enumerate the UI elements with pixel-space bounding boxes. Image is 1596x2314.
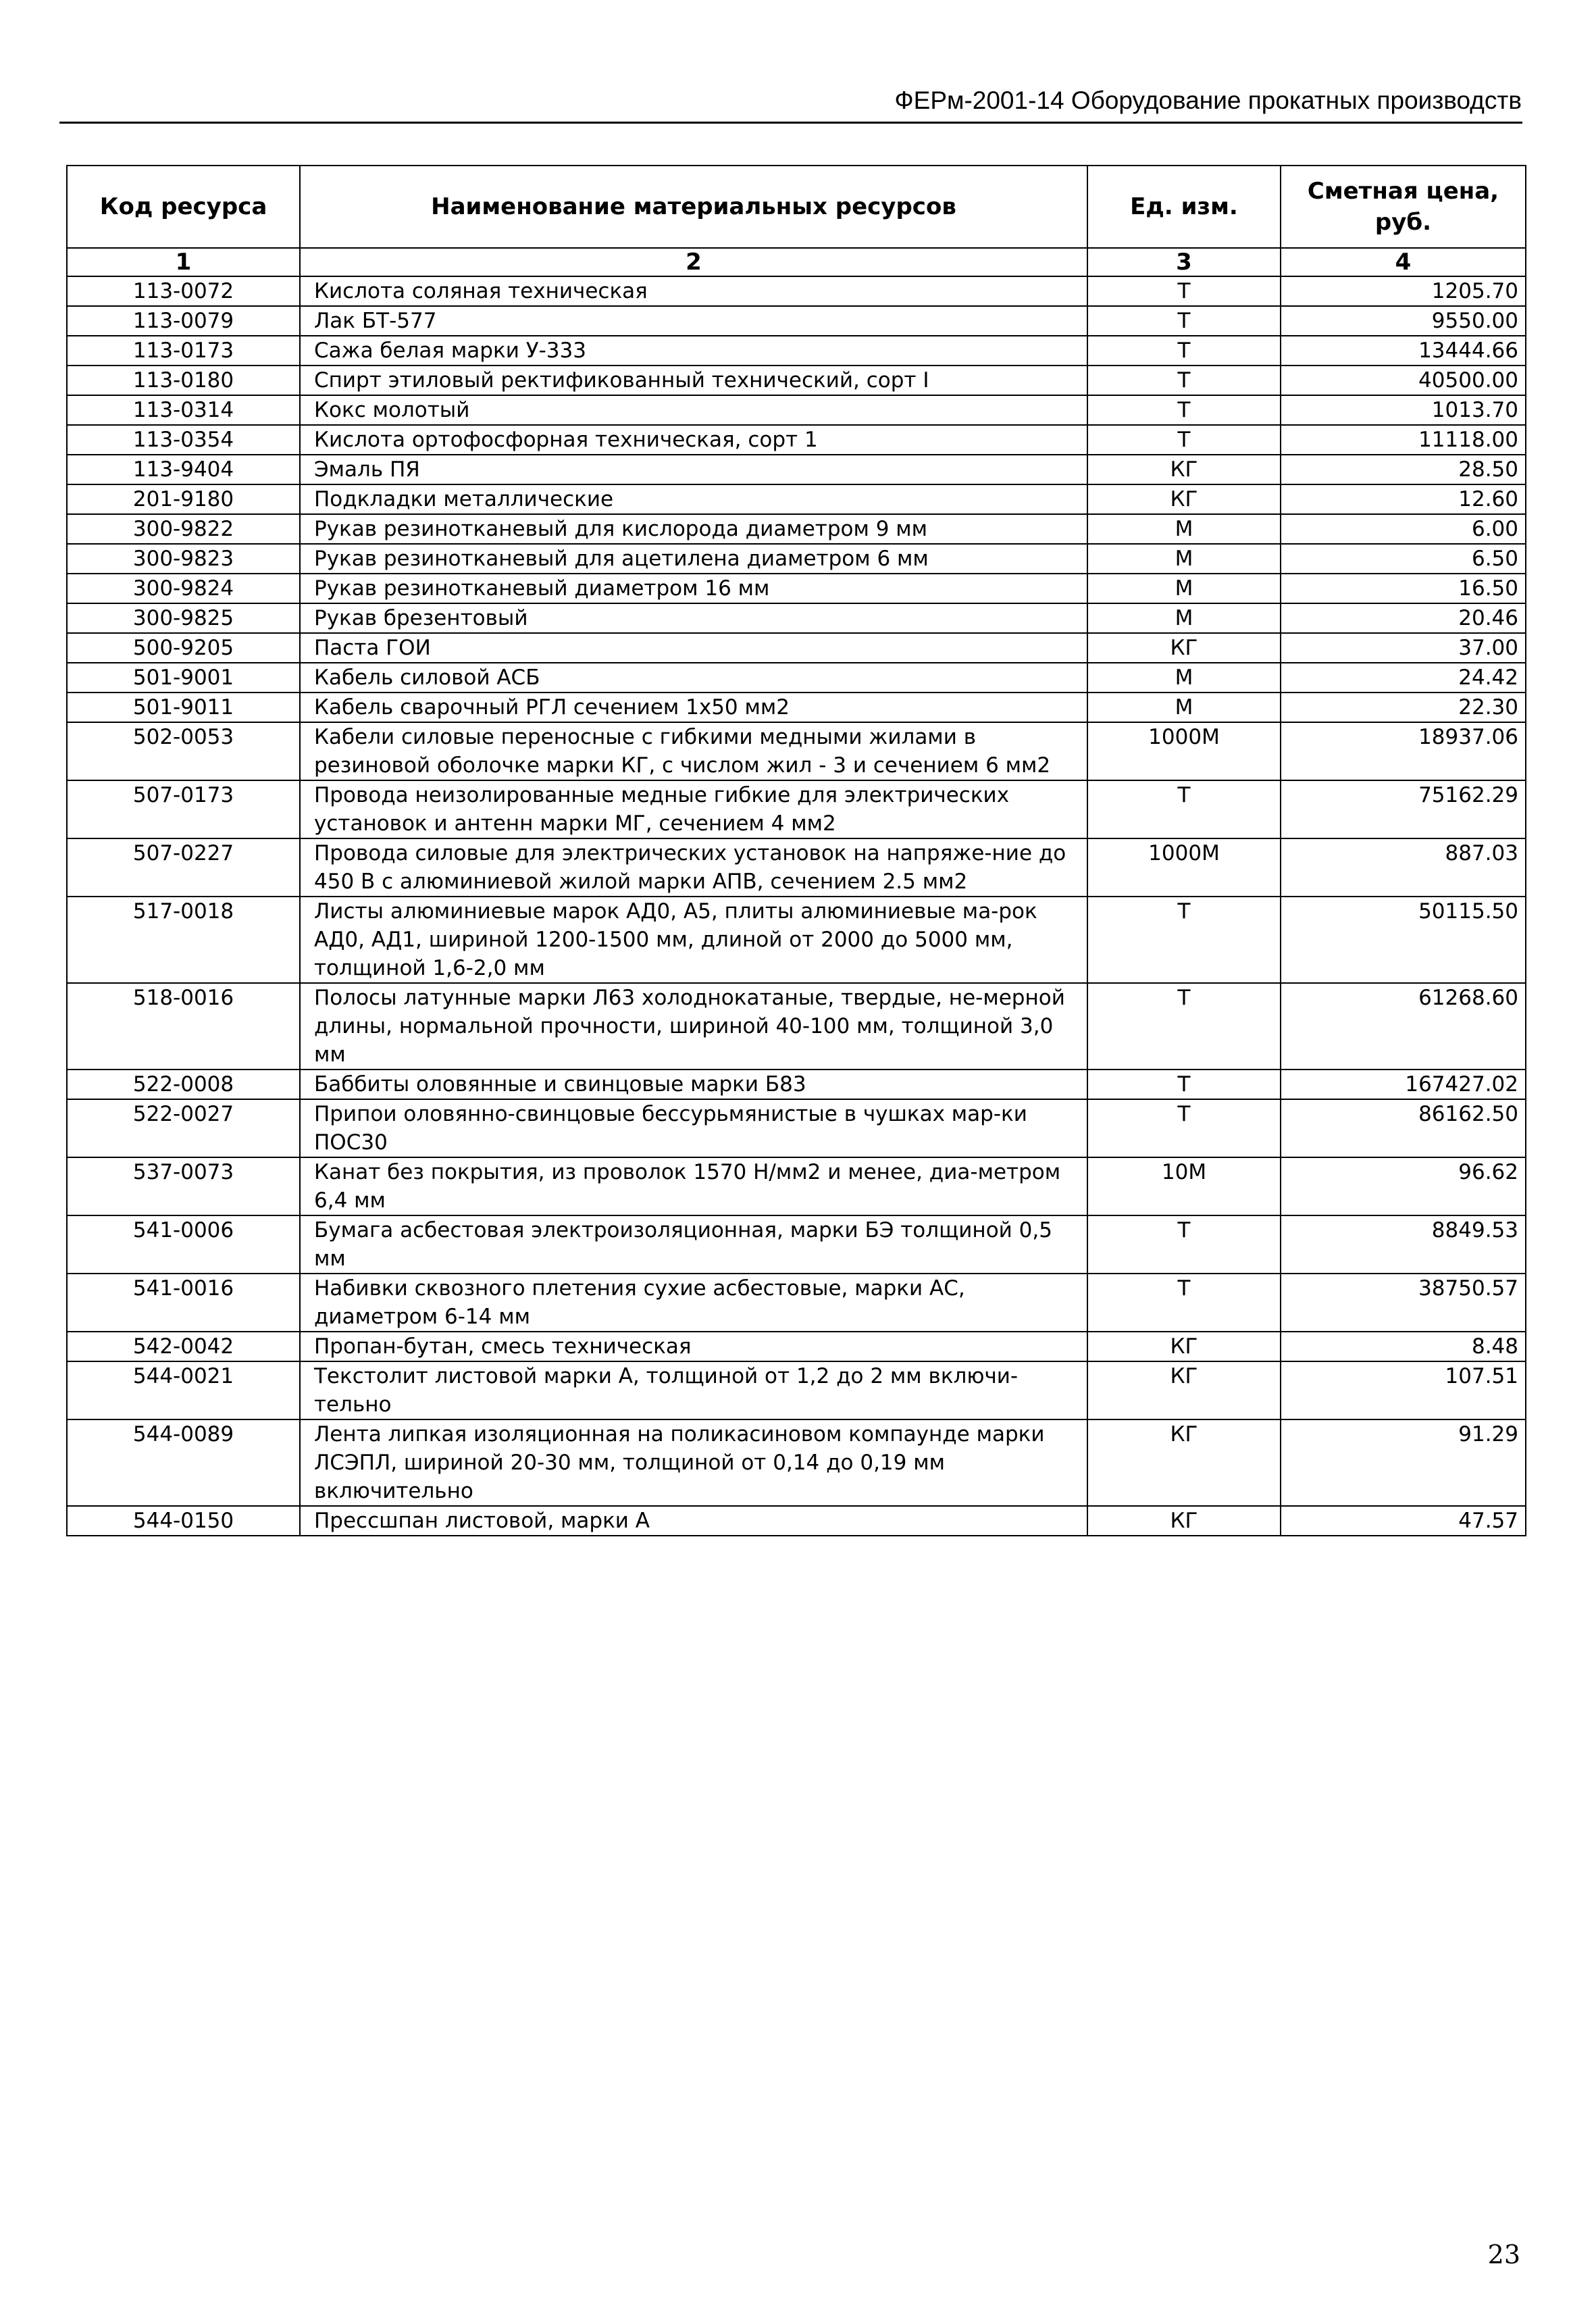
resource-name: Прессшпан листовой, марки А <box>300 1506 1087 1536</box>
table-row <box>67 1157 1526 1215</box>
resource-unit: Т <box>1087 395 1281 425</box>
resource-code: 113-0180 <box>67 366 300 395</box>
resource-price: 91.29 <box>1281 1419 1526 1506</box>
resource-code: 113-0354 <box>67 425 300 455</box>
resource-unit: М <box>1087 603 1281 633</box>
resource-price: 1205.70 <box>1281 276 1526 306</box>
resource-price: 86162.50 <box>1281 1099 1526 1157</box>
resource-unit: Т <box>1087 366 1281 395</box>
resource-price: 37.00 <box>1281 633 1526 663</box>
resource-price: 13444.66 <box>1281 336 1526 366</box>
column-number: 2 <box>300 248 1087 276</box>
table-row <box>67 425 1526 455</box>
resource-unit: Т <box>1087 336 1281 366</box>
resource-unit: М <box>1087 514 1281 544</box>
resource-name: Канат без покрытия, из проволок 1570 Н/мм2 и менее, диа-метром 6,4 мм <box>300 1157 1087 1215</box>
resource-name: Бумага асбестовая электроизоляционная, марки БЭ толщиной 0,5 мм <box>300 1215 1087 1274</box>
resource-code: 113-0079 <box>67 306 300 336</box>
table-row <box>67 1070 1526 1099</box>
column-header-name: Наименование материальных ресурсов <box>300 166 1087 248</box>
column-header-code: Код ресурса <box>67 166 300 248</box>
resource-price: 8.48 <box>1281 1332 1526 1361</box>
resource-unit: Т <box>1087 897 1281 983</box>
resource-code: 522-0008 <box>67 1070 300 1099</box>
resource-price: 6.50 <box>1281 544 1526 574</box>
table-row <box>67 1274 1526 1332</box>
table-header-row <box>67 166 1526 248</box>
table-body <box>67 276 1526 1536</box>
resource-name: Кабели силовые переносные с гибкими медными жилами в резиновой оболочке марки КГ, с числом жил - 3 и сечением 6 мм2 <box>300 722 1087 780</box>
resource-price: 11118.00 <box>1281 425 1526 455</box>
table-row <box>67 693 1526 722</box>
resource-name: Провода неизолированные медные гибкие для электрических установок и антенн марки МГ, сечением 4 мм2 <box>300 780 1087 838</box>
resource-code: 201-9180 <box>67 484 300 514</box>
resource-unit: 1000М <box>1087 722 1281 780</box>
resource-code: 522-0027 <box>67 1099 300 1157</box>
resource-price: 20.46 <box>1281 603 1526 633</box>
table-row <box>67 395 1526 425</box>
resource-price: 12.60 <box>1281 484 1526 514</box>
resource-price: 22.30 <box>1281 693 1526 722</box>
page-number: 23 <box>1487 2240 1520 2269</box>
resource-price: 24.42 <box>1281 663 1526 693</box>
resource-name: Баббиты оловянные и свинцовые марки Б83 <box>300 1070 1087 1099</box>
resource-price: 6.00 <box>1281 514 1526 544</box>
table-row <box>67 897 1526 983</box>
resource-price: 16.50 <box>1281 574 1526 603</box>
resource-price: 50115.50 <box>1281 897 1526 983</box>
table-row <box>67 983 1526 1070</box>
resource-name: Полосы латунные марки Л63 холоднокатаные, твердые, не-мерной длины, нормальной прочности, шириной 40-100 мм, толщиной 3,0 мм <box>300 983 1087 1070</box>
table-row <box>67 603 1526 633</box>
column-number-row <box>67 248 1526 276</box>
resource-name: Паста ГОИ <box>300 633 1087 663</box>
resource-unit: КГ <box>1087 484 1281 514</box>
resource-name: Кабель силовой АСБ <box>300 663 1087 693</box>
resource-price: 18937.06 <box>1281 722 1526 780</box>
resource-code: 544-0089 <box>67 1419 300 1506</box>
resource-code: 113-0314 <box>67 395 300 425</box>
resource-unit: КГ <box>1087 633 1281 663</box>
resource-code: 502-0053 <box>67 722 300 780</box>
table-row <box>67 663 1526 693</box>
resource-unit: КГ <box>1087 1419 1281 1506</box>
resource-unit: Т <box>1087 1274 1281 1332</box>
table-row <box>67 276 1526 306</box>
resource-code: 300-9822 <box>67 514 300 544</box>
table-row <box>67 1099 1526 1157</box>
resource-code: 544-0150 <box>67 1506 300 1536</box>
table-row <box>67 574 1526 603</box>
resource-name: Рукав резинотканевый для ацетилена диаметром 6 мм <box>300 544 1087 574</box>
resource-name: Кабель сварочный РГЛ сечением 1х50 мм2 <box>300 693 1087 722</box>
resource-price: 40500.00 <box>1281 366 1526 395</box>
table-row <box>67 544 1526 574</box>
resource-unit: КГ <box>1087 455 1281 484</box>
table-row <box>67 1332 1526 1361</box>
resource-code: 541-0016 <box>67 1274 300 1332</box>
resource-name: Лак БТ-577 <box>300 306 1087 336</box>
resources-table <box>66 165 1526 1536</box>
resource-unit: 10М <box>1087 1157 1281 1215</box>
column-number: 4 <box>1281 248 1526 276</box>
resource-unit: Т <box>1087 306 1281 336</box>
resource-code: 507-0227 <box>67 838 300 897</box>
resource-unit: М <box>1087 544 1281 574</box>
resource-code: 518-0016 <box>67 983 300 1070</box>
resource-unit: Т <box>1087 1099 1281 1157</box>
resource-name: Кокс молотый <box>300 395 1087 425</box>
table-row <box>67 633 1526 663</box>
resource-code: 113-9404 <box>67 455 300 484</box>
column-number: 3 <box>1087 248 1281 276</box>
table-row <box>67 1361 1526 1419</box>
resource-price: 28.50 <box>1281 455 1526 484</box>
table-row <box>67 336 1526 366</box>
resource-name: Подкладки металлические <box>300 484 1087 514</box>
resource-unit: Т <box>1087 780 1281 838</box>
resource-price: 9550.00 <box>1281 306 1526 336</box>
resource-name: Провода силовые для электрических установок на напряже-ние до 450 В с алюминиевой жилой марки АПВ, сечением 2.5 мм2 <box>300 838 1087 897</box>
column-header-price: Сметная цена, руб. <box>1281 166 1526 248</box>
resource-name: Рукав брезентовый <box>300 603 1087 633</box>
table-row <box>67 780 1526 838</box>
resource-code: 544-0021 <box>67 1361 300 1419</box>
resource-name: Рукав резинотканевый для кислорода диаметром 9 мм <box>300 514 1087 544</box>
resource-code: 537-0073 <box>67 1157 300 1215</box>
resource-price: 8849.53 <box>1281 1215 1526 1274</box>
resource-price: 38750.57 <box>1281 1274 1526 1332</box>
resource-code: 113-0173 <box>67 336 300 366</box>
column-number: 1 <box>67 248 300 276</box>
resource-name: Кислота соляная техническая <box>300 276 1087 306</box>
table-row <box>67 455 1526 484</box>
resource-unit: Т <box>1087 425 1281 455</box>
table-row <box>67 838 1526 897</box>
resource-code: 300-9823 <box>67 544 300 574</box>
resource-price: 167427.02 <box>1281 1070 1526 1099</box>
resource-price: 96.62 <box>1281 1157 1526 1215</box>
resource-unit: М <box>1087 574 1281 603</box>
resource-code: 300-9825 <box>67 603 300 633</box>
table-row <box>67 1506 1526 1536</box>
resource-name: Рукав резинотканевый диаметром 16 мм <box>300 574 1087 603</box>
resource-unit: КГ <box>1087 1361 1281 1419</box>
page-header-title: ФЕРм-2001-14 Оборудование прокатных производств <box>894 86 1522 114</box>
resource-code: 507-0173 <box>67 780 300 838</box>
resource-unit: КГ <box>1087 1332 1281 1361</box>
resource-name: Текстолит листовой марки А, толщиной от 1,2 до 2 мм включи-тельно <box>300 1361 1087 1419</box>
resource-name: Кислота ортофосфорная техническая, сорт 1 <box>300 425 1087 455</box>
table-row <box>67 484 1526 514</box>
resource-price: 107.51 <box>1281 1361 1526 1419</box>
table-row <box>67 306 1526 336</box>
resource-name: Лента липкая изоляционная на поликасиновом компаунде марки ЛСЭПЛ, шириной 20-30 мм, толщиной от 0,14 до 0,19 мм включительно <box>300 1419 1087 1506</box>
resource-unit: Т <box>1087 1070 1281 1099</box>
header-divider <box>59 122 1522 124</box>
table-row <box>67 722 1526 780</box>
resource-code: 501-9011 <box>67 693 300 722</box>
resource-name: Листы алюминиевые марок АД0, А5, плиты алюминиевые ма-рок АД0, АД1, шириной 1200-1500 мм, длиной от 2000 до 5000 мм, толщиной 1,6-2,0 мм <box>300 897 1087 983</box>
table-row <box>67 514 1526 544</box>
resource-unit: М <box>1087 693 1281 722</box>
resource-unit: Т <box>1087 1215 1281 1274</box>
table-row <box>67 1419 1526 1506</box>
column-header-unit: Ед. изм. <box>1087 166 1281 248</box>
resource-unit: Т <box>1087 983 1281 1070</box>
resource-unit: КГ <box>1087 1506 1281 1536</box>
resource-code: 113-0072 <box>67 276 300 306</box>
resource-price: 61268.60 <box>1281 983 1526 1070</box>
resource-code: 500-9205 <box>67 633 300 663</box>
resource-code: 501-9001 <box>67 663 300 693</box>
resource-unit: Т <box>1087 276 1281 306</box>
table-row <box>67 1215 1526 1274</box>
table-row <box>67 366 1526 395</box>
resource-name: Пропан-бутан, смесь техническая <box>300 1332 1087 1361</box>
resource-code: 517-0018 <box>67 897 300 983</box>
resource-name: Набивки сквозного плетения сухие асбестовые, марки АС, диаметром 6-14 мм <box>300 1274 1087 1332</box>
resource-name: Спирт этиловый ректификованный технический, сорт I <box>300 366 1087 395</box>
resource-price: 47.57 <box>1281 1506 1526 1536</box>
resource-name: Сажа белая марки У-333 <box>300 336 1087 366</box>
resource-price: 75162.29 <box>1281 780 1526 838</box>
resource-name: Эмаль ПЯ <box>300 455 1087 484</box>
resource-code: 541-0006 <box>67 1215 300 1274</box>
resource-code: 542-0042 <box>67 1332 300 1361</box>
resource-unit: 1000М <box>1087 838 1281 897</box>
resource-unit: М <box>1087 663 1281 693</box>
resource-price: 887.03 <box>1281 838 1526 897</box>
resource-code: 300-9824 <box>67 574 300 603</box>
resource-name: Припои оловянно-свинцовые бессурьмянистые в чушках мар-ки ПОС30 <box>300 1099 1087 1157</box>
resource-price: 1013.70 <box>1281 395 1526 425</box>
